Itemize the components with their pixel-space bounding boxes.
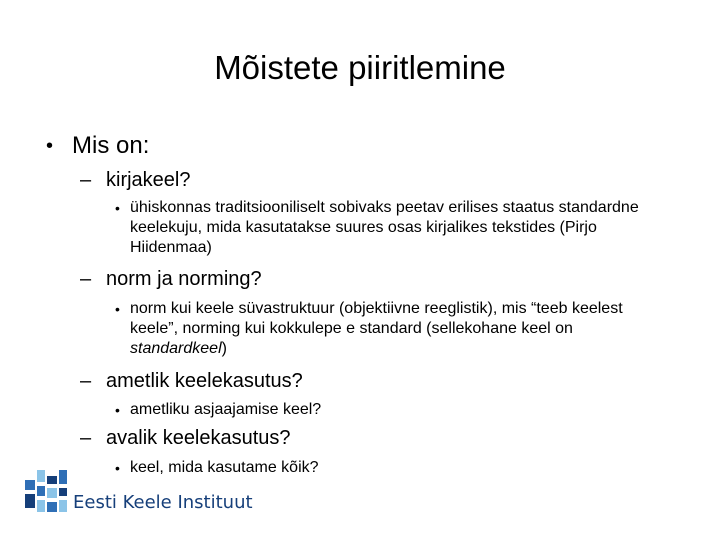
bullet-dot: • <box>115 301 120 317</box>
bullet-dash: – <box>80 268 92 290</box>
sub-text-italic: standardkeel <box>130 340 222 357</box>
bullet-dot: • <box>115 460 120 476</box>
eki-logo-icon <box>25 470 67 512</box>
bullet-dash: – <box>80 370 92 392</box>
item-heading-norm <box>80 267 262 291</box>
item-sub-text: ametliku asjaajamise keel? <box>130 401 322 418</box>
bullet-dot: • <box>115 402 120 418</box>
item-heading-text: ametlik keelekasutus? <box>106 370 303 392</box>
item-heading-kirjakeel <box>80 168 191 192</box>
level1-text: Mis on: <box>72 132 150 159</box>
bullet-level1 <box>46 132 150 160</box>
item-sub-text: keel, mida kasutame kõik? <box>130 459 319 476</box>
bullet-dash: – <box>80 427 92 449</box>
item-sub-kirjakeel <box>115 198 650 258</box>
sub-text-after: ) <box>221 340 227 357</box>
item-sub-norm <box>115 299 650 359</box>
item-sub-ametlik <box>115 400 650 420</box>
item-heading-text: kirjakeel? <box>106 169 191 191</box>
item-heading-text: norm ja norming? <box>106 268 262 290</box>
item-sub-text: ühiskonnas traditsiooniliselt sobivaks peetav erilises staatus standardne keelekuju, mida kasutatakse suures osas kirjalikes tekstides (Pirjo Hiidenmaa) <box>130 199 639 256</box>
item-heading-ametlik <box>80 369 303 393</box>
bullet-dash: – <box>80 169 92 191</box>
logo-text: Eesti Keele Instituut <box>73 492 253 513</box>
bullet-dot: • <box>115 200 120 216</box>
item-sub-text <box>130 299 650 359</box>
item-heading-avalik <box>80 426 291 450</box>
slide-title: Mõistete piiritlemine <box>214 49 506 86</box>
item-heading-text: avalik keelekasutus? <box>106 427 291 449</box>
bullet-dot: • <box>46 135 54 157</box>
sub-text-before: norm kui keele süvastruktuur (objektiivne reeglistik), mis “teeb keelest keele”, norming kui kokkulepe e standard (sellekohane keel on <box>130 300 623 337</box>
